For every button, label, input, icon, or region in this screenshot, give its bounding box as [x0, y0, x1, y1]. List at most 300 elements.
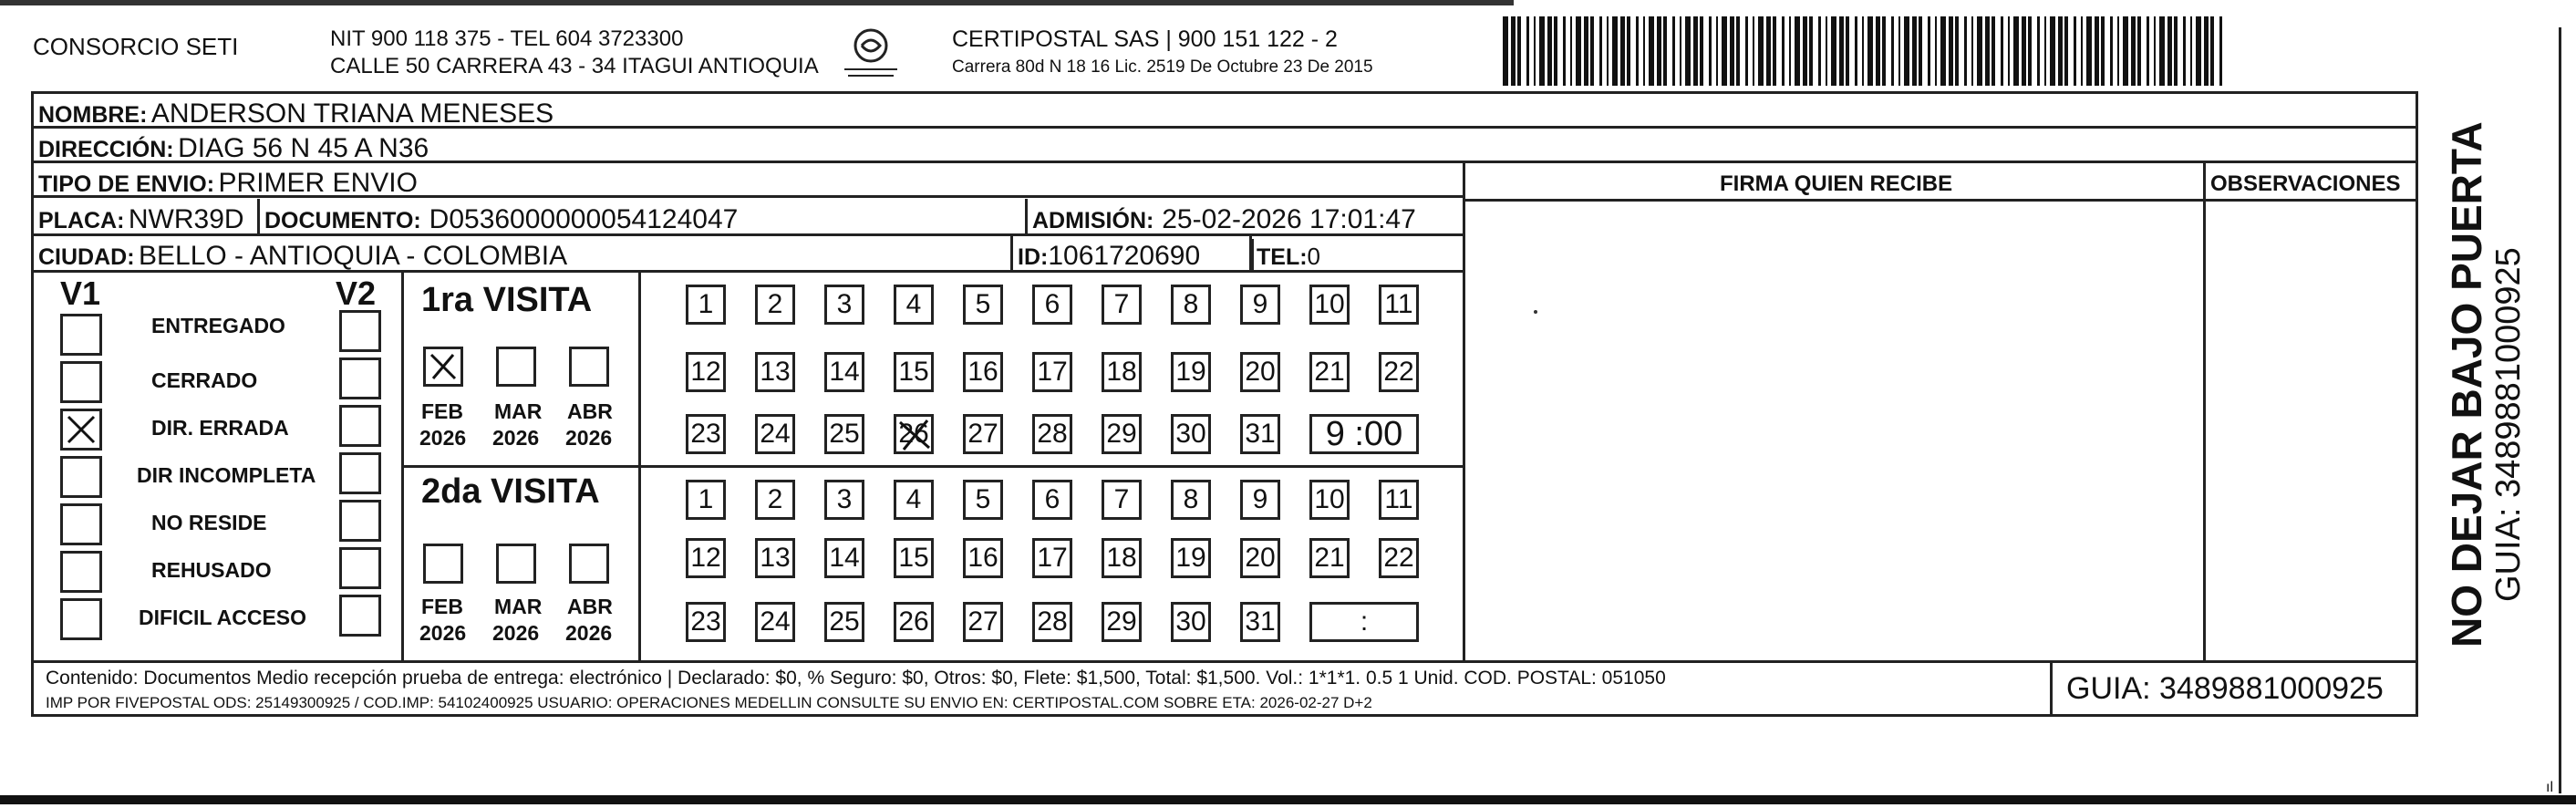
barcode-bar: [1846, 16, 1849, 86]
day-number: 7: [1113, 484, 1130, 514]
barcode-bar: [1722, 16, 1727, 86]
day-number: 4: [905, 484, 922, 514]
barcode-bar: [1773, 16, 1776, 86]
day-number: 6: [1044, 289, 1060, 319]
day-number: 23: [690, 419, 721, 449]
year-label: 2026: [419, 621, 467, 645]
v2-checkbox[interactable]: [339, 357, 381, 399]
day-number: 2: [767, 289, 783, 319]
v1-checkbox[interactable]: [60, 409, 102, 451]
scan-bottom-edge: [0, 795, 2576, 804]
status-option-label: ENTREGADO: [151, 314, 285, 337]
direccion-label: DIRECCIÓN:: [38, 137, 174, 162]
day-number: 18: [1106, 357, 1137, 387]
barcode-bar: [1657, 16, 1661, 86]
day-box[interactable]: [1309, 480, 1350, 520]
day-number: 3: [836, 289, 853, 319]
barcode-bar: [1912, 16, 1917, 86]
tipo-row: [38, 170, 418, 197]
barcode-bar: [1964, 16, 1967, 86]
barcode-bar: [1862, 16, 1864, 86]
nit-line: NIT 900 118 375 - TEL 604 3723300: [330, 26, 684, 51]
barcode-bar: [1867, 16, 1873, 86]
day-box[interactable]: [963, 352, 1003, 392]
day-box[interactable]: [963, 480, 1003, 520]
barcode-bar: [1700, 16, 1703, 86]
barcode-bar: [2095, 16, 2099, 86]
barcode-bar: [1949, 16, 1953, 86]
month-checkbox[interactable]: [423, 544, 463, 584]
day-number: 13: [760, 357, 791, 387]
barcode-bar: [1758, 16, 1764, 86]
month-checkbox[interactable]: [496, 347, 536, 387]
day-box[interactable]: [1102, 538, 1142, 578]
barcode-bar: [1940, 16, 1946, 86]
barcode-bar: [1818, 16, 1821, 86]
day-box[interactable]: [1171, 602, 1211, 642]
barcode-bar: [2008, 16, 2010, 86]
status-option-label: DIFICIL ACCESO: [139, 606, 307, 629]
col-line: [1025, 199, 1028, 235]
barcode-bar: [1576, 16, 1581, 86]
barcode-bar: [2001, 16, 2003, 86]
col-line: [1010, 235, 1013, 272]
day-number: 26: [898, 606, 929, 637]
barcode-bar: [1649, 16, 1654, 86]
barcode-bar: [1839, 16, 1844, 86]
day-box[interactable]: [1171, 480, 1211, 520]
barcode-bar: [1831, 16, 1836, 86]
barcode-bar: [2037, 16, 2040, 86]
day-number: 18: [1106, 543, 1137, 573]
ciudad-row: [38, 243, 567, 270]
direccion-row: [38, 135, 429, 162]
month-checkbox[interactable]: [423, 347, 463, 387]
barcode-bar: [2074, 16, 2076, 86]
barcode-bar: [1643, 16, 1645, 86]
barcode-bar: [1590, 16, 1594, 86]
barcode-bar: [1766, 16, 1771, 86]
v1-checkbox[interactable]: [60, 503, 102, 545]
v2-checkbox[interactable]: [339, 405, 381, 447]
v1-checkbox[interactable]: [60, 314, 102, 356]
barcode-bar: [1977, 16, 1982, 86]
day-number: 25: [829, 606, 860, 637]
day-box[interactable]: [1309, 538, 1350, 578]
day-box[interactable]: [1240, 602, 1280, 642]
month-label: MAR: [494, 399, 543, 423]
footer-line1: Contenido: Documentos Medio recepción prueba de entrega: electrónico | Declarado: $0, % Seguro: $0, Otros: $0, Flete: $1,500, Total: $1,500. Vol.: 1*1*1. 0.5 1 Unid. COD. POSTAL: 051050: [46, 668, 1666, 689]
year-label: 2026: [565, 426, 613, 450]
barcode-bar: [2190, 16, 2192, 86]
day-number: 16: [967, 543, 998, 573]
month-label: FEB: [421, 595, 463, 618]
day-box[interactable]: [1032, 602, 1072, 642]
day-box[interactable]: [1032, 414, 1072, 454]
barcode-bar: [1570, 16, 1572, 86]
guia-box: GUIA: 3489881000925: [2066, 671, 2384, 706]
barcode-bar: [1554, 16, 1557, 86]
barcode-bar: [1584, 16, 1588, 86]
day-box[interactable]: [1171, 414, 1211, 454]
barcode-bar: [2117, 16, 2119, 86]
status-option-label: REHUSADO: [151, 558, 272, 582]
day-number: 27: [967, 606, 998, 637]
day-number: 29: [1106, 606, 1137, 637]
barcode-bar: [1955, 16, 1959, 86]
year-label: 2026: [492, 621, 540, 645]
x-mark-icon: [426, 349, 460, 384]
day-box[interactable]: [686, 538, 726, 578]
barcode-bar: [2101, 16, 2105, 86]
nombre-label: NOMBRE:: [38, 102, 148, 128]
barcode-bar: [2174, 16, 2178, 86]
day-box[interactable]: [686, 285, 726, 325]
v2-label: V2: [336, 275, 377, 312]
ciudad-value: BELLO - ANTIOQUIA - COLOMBIA: [139, 241, 568, 271]
barcode-bar: [2167, 16, 2172, 86]
barcode-bar: [1709, 16, 1712, 86]
day-box[interactable]: [824, 414, 864, 454]
side-guia-text: GUIA: 3489881000925: [2489, 247, 2528, 602]
day-box[interactable]: [894, 414, 934, 454]
footer-divider: [2050, 660, 2053, 717]
barcode-bar: [2219, 16, 2222, 86]
nombre-row: [38, 100, 553, 128]
barcode-bar: [2050, 16, 2055, 86]
barcode-bar: [2137, 16, 2141, 86]
day-box[interactable]: [1102, 602, 1142, 642]
barcode-bar: [1795, 16, 1800, 86]
barcode-bar: [2183, 16, 2186, 86]
day-box[interactable]: [1240, 480, 1280, 520]
day-number: 10: [1314, 484, 1345, 514]
day-box[interactable]: [1171, 285, 1211, 325]
barcode-bar: [1789, 16, 1791, 86]
barcode-bar: [2044, 16, 2046, 86]
day-box[interactable]: [686, 414, 726, 454]
barcode-bar: [1620, 16, 1625, 86]
day-box[interactable]: [1032, 285, 1072, 325]
barcode-bar: [1935, 16, 1937, 86]
direccion-value: DIAG 56 N 45 A N36: [178, 133, 429, 163]
barcode-bar: [1876, 16, 1880, 86]
certipostal-line: CERTIPOSTAL SAS | 900 151 122 - 2: [952, 26, 1338, 52]
v1-checkbox[interactable]: [60, 361, 102, 403]
day-box[interactable]: [686, 352, 726, 392]
barcode-bar: [1716, 16, 1718, 86]
barcode-bar: [1680, 16, 1681, 86]
month-checkbox[interactable]: [496, 544, 536, 584]
documento-row: [264, 206, 738, 233]
day-box[interactable]: [1032, 352, 1072, 392]
barcode-bar: [2210, 16, 2214, 86]
barcode-bar: [1928, 16, 1930, 86]
day-box[interactable]: [755, 602, 795, 642]
day-box[interactable]: [1171, 352, 1211, 392]
barcode-bar: [2028, 16, 2032, 86]
barcode-bar: [1539, 16, 1545, 86]
barcode-bar: [2013, 16, 2019, 86]
day-box[interactable]: [1379, 480, 1419, 520]
day-number: 1: [698, 484, 714, 514]
day-box[interactable]: [1102, 285, 1142, 325]
day-box[interactable]: [1379, 352, 1419, 392]
barcode-bar: [1547, 16, 1552, 86]
x-mark-icon: [63, 411, 99, 448]
v1-checkbox[interactable]: [60, 456, 102, 498]
day-number: 25: [829, 419, 860, 449]
month-label: ABR: [567, 595, 613, 618]
v2-checkbox[interactable]: [339, 500, 381, 542]
day-box[interactable]: [963, 285, 1003, 325]
status-option-label: DIR. ERRADA: [151, 416, 289, 440]
id-value: 1061720690: [1048, 241, 1201, 271]
day-box[interactable]: [1240, 285, 1280, 325]
barcode-bar: [2154, 16, 2156, 86]
day-number: 17: [1037, 543, 1068, 573]
address-line: CALLE 50 CARRERA 43 - 34 ITAGUI ANTIOQUIA: [330, 54, 819, 78]
barcode-bar: [1904, 16, 1909, 86]
day-number: 21: [1314, 357, 1345, 387]
barcode-bar: [1882, 16, 1886, 86]
day-box[interactable]: [1240, 352, 1280, 392]
barcode-bar: [1534, 16, 1536, 86]
footer-line2: IMP POR FIVEPOSTAL ODS: 25149300925 / COD.IMP: 54102400925 USUARIO: OPERACIONES MEDELLIN CONSULTE SU ENVIO EN: CERTIPOSTAL.COM SOBRE ETA: 2026-02-27 D+2: [46, 694, 1372, 711]
day-number: 8: [1183, 484, 1199, 514]
time-box[interactable]: 9 :00: [1309, 414, 1419, 454]
tel-box: [1251, 239, 1338, 270]
day-number: 26: [898, 419, 929, 449]
day-box[interactable]: [1240, 538, 1280, 578]
status-option-label: CERRADO: [151, 368, 258, 392]
day-number: 20: [1245, 357, 1276, 387]
day-box[interactable]: [755, 285, 795, 325]
day-number: 9: [1252, 484, 1268, 514]
day-number: 11: [1384, 289, 1413, 319]
corner-mark: ıl: [2546, 780, 2553, 795]
day-number: 21: [1314, 543, 1345, 573]
barcode-bar: [2058, 16, 2063, 86]
barcode-bar: [2110, 16, 2113, 86]
tel-value: 0: [1307, 243, 1321, 270]
day-number: 22: [1383, 357, 1414, 387]
day-number: 30: [1175, 606, 1206, 637]
barcode-bar: [1636, 16, 1639, 86]
day-number: 11: [1384, 484, 1413, 514]
v2-checkbox[interactable]: [339, 452, 381, 494]
nombre-value: ANDERSON TRIANA MENESES: [150, 98, 554, 129]
day-number: 5: [975, 289, 991, 319]
day-number: 5: [975, 484, 991, 514]
time-box[interactable]: :: [1309, 602, 1419, 642]
day-box[interactable]: [824, 285, 864, 325]
day-number: 22: [1383, 543, 1414, 573]
day-number: 16: [967, 357, 998, 387]
tel-label: TEL:: [1257, 244, 1308, 270]
col-line: [2203, 161, 2206, 662]
day-box[interactable]: [824, 480, 864, 520]
day-box[interactable]: [894, 480, 934, 520]
ciudad-label: CIUDAD:: [38, 244, 135, 270]
day-box[interactable]: [755, 480, 795, 520]
scan-top-edge: [0, 0, 1514, 5]
barcode-bar: [2131, 16, 2136, 86]
company-name: CONSORCIO SETI: [33, 33, 239, 60]
documento-label: DOCUMENTO:: [264, 208, 421, 233]
day-box[interactable]: [1240, 414, 1280, 454]
barcode-bar: [1663, 16, 1667, 86]
day-box[interactable]: [894, 352, 934, 392]
day-number: 3: [836, 484, 853, 514]
barcode-bar: [1511, 16, 1516, 86]
day-number: 19: [1175, 543, 1206, 573]
barcode-bar: [2086, 16, 2092, 86]
day-box[interactable]: [1102, 414, 1142, 454]
v1-checkbox[interactable]: [60, 598, 102, 640]
day-box[interactable]: [894, 602, 934, 642]
day-number: 15: [898, 357, 929, 387]
barcode-bar: [1919, 16, 1922, 86]
barcode-bar: [1826, 16, 1827, 86]
tipo-value: PRIMER ENVIO: [218, 168, 418, 198]
no-dejar-text: NO DEJAR BAJO PUERTA: [2443, 121, 2490, 647]
col-line: [1463, 161, 1465, 662]
day-box[interactable]: [755, 538, 795, 578]
barcode-bar: [2123, 16, 2128, 86]
placa-row: [38, 206, 244, 233]
day-box[interactable]: [894, 285, 934, 325]
day-box[interactable]: [1032, 538, 1072, 578]
day-number: 24: [760, 606, 791, 637]
x-mark-icon: [896, 417, 933, 453]
day-box[interactable]: [1379, 285, 1419, 325]
barcode-bar: [1685, 16, 1691, 86]
day-box[interactable]: [824, 352, 864, 392]
certipostal-sub: Carrera 80d N 18 16 Lic. 2519 De Octubre 23 De 2015: [952, 57, 1373, 77]
scan-dot: [1534, 310, 1537, 314]
admision-row: [1032, 206, 1416, 233]
day-number: 8: [1183, 289, 1199, 319]
barcode-bar: [1782, 16, 1785, 86]
barcode-bar: [1612, 16, 1618, 86]
day-number: 15: [898, 543, 929, 573]
month-checkbox[interactable]: [569, 347, 609, 387]
admision-label: ADMISIÓN:: [1032, 208, 1154, 233]
barcode-bar: [1627, 16, 1630, 86]
day-box[interactable]: [1102, 352, 1142, 392]
v1-checkbox[interactable]: [60, 551, 102, 593]
day-box[interactable]: [686, 480, 726, 520]
day-box[interactable]: [963, 538, 1003, 578]
day-number: 31: [1245, 606, 1276, 637]
barcode-bar: [1526, 16, 1529, 86]
barcode-bar: [2204, 16, 2209, 86]
month-label: FEB: [421, 399, 463, 423]
day-number: 13: [760, 543, 791, 573]
year-label: 2026: [565, 621, 613, 645]
month-checkbox[interactable]: [569, 544, 609, 584]
day-box[interactable]: [1309, 352, 1350, 392]
day-box[interactable]: [894, 538, 934, 578]
barcode-bar: [1503, 16, 1508, 86]
day-box[interactable]: [1309, 285, 1350, 325]
status-option-label: NO RESIDE: [151, 511, 267, 534]
day-number: 30: [1175, 419, 1206, 449]
day-number: 27: [967, 419, 998, 449]
barcode-bar: [1745, 16, 1748, 86]
v2-checkbox[interactable]: [339, 310, 381, 352]
barcode-bar: [1855, 16, 1857, 86]
day-number: 28: [1037, 606, 1068, 637]
day-number: 4: [905, 289, 922, 319]
barcode-bar: [1693, 16, 1698, 86]
day-number: 7: [1113, 289, 1130, 319]
footer-line: [31, 660, 2418, 663]
barcode-bar: [1753, 16, 1754, 86]
v2-checkbox[interactable]: [339, 595, 381, 637]
barcode-bar: [1736, 16, 1740, 86]
admision-value: 25-02-2026 17:01:47: [1162, 204, 1416, 234]
day-box[interactable]: [755, 414, 795, 454]
day-box[interactable]: [963, 414, 1003, 454]
month-label: MAR: [494, 595, 543, 618]
barcode-bar: [2159, 16, 2165, 86]
barcode-bar: [1991, 16, 1995, 86]
visit-divider: [401, 465, 1463, 468]
day-box[interactable]: [686, 602, 726, 642]
barcode-bar: [2064, 16, 2068, 86]
barcode-bar: [1898, 16, 1900, 86]
day-number: 23: [690, 606, 721, 637]
second-visit-title: 2da VISITA: [421, 472, 600, 511]
day-box[interactable]: [963, 602, 1003, 642]
v2-checkbox[interactable]: [339, 547, 381, 589]
day-number: 24: [760, 419, 791, 449]
barcode-bar: [1891, 16, 1894, 86]
day-number: 12: [690, 543, 721, 573]
firma-header: FIRMA QUIEN RECIBE: [1720, 171, 1953, 196]
row-line: [1463, 199, 2418, 202]
day-box[interactable]: [824, 602, 864, 642]
scan-right-edge: [2559, 27, 2561, 793]
year-label: 2026: [419, 426, 467, 450]
day-box[interactable]: [1171, 538, 1211, 578]
barcode-bar: [1607, 16, 1609, 86]
barcode-bar: [2147, 16, 2149, 86]
day-box[interactable]: [1379, 538, 1419, 578]
id-label: ID:: [1018, 244, 1049, 270]
day-box[interactable]: [1032, 480, 1072, 520]
day-number: 10: [1314, 289, 1345, 319]
tipo-label: TIPO DE ENVIO:: [38, 171, 215, 197]
day-number: 31: [1245, 419, 1276, 449]
barcode-bar: [2022, 16, 2026, 86]
day-number: 6: [1044, 484, 1060, 514]
barcode-bar: [1730, 16, 1734, 86]
col-line: [257, 199, 260, 235]
day-box[interactable]: [755, 352, 795, 392]
certipostal-logo: [839, 26, 903, 82]
day-number: 20: [1245, 543, 1276, 573]
placa-label: PLACA:: [38, 208, 125, 233]
day-box[interactable]: [824, 538, 864, 578]
status-option-label: DIR INCOMPLETA: [137, 463, 316, 487]
day-number: 1: [698, 289, 714, 319]
day-number: 14: [829, 543, 860, 573]
barcode-bar: [2081, 16, 2083, 86]
day-box[interactable]: [1102, 480, 1142, 520]
